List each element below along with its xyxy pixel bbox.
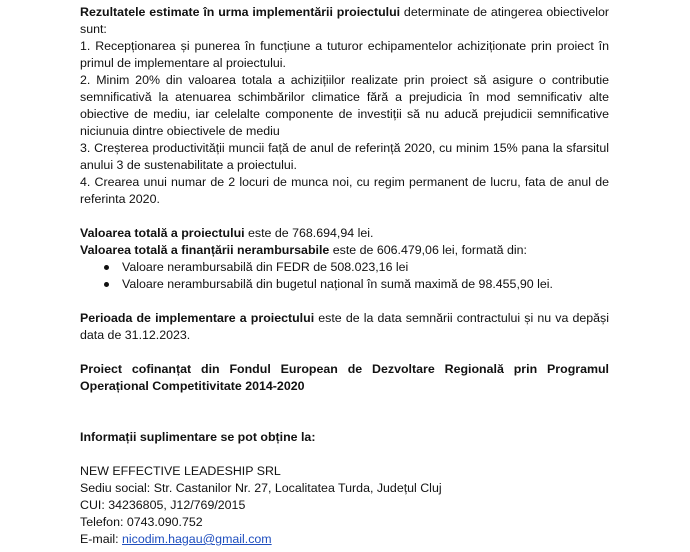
results-intro: determinate de atingerea obiectivelor sunt:	[80, 5, 610, 36]
period-text: este de la data semnării contractului și nu va depăși data de 31.12.2023.	[80, 311, 609, 342]
grant-breakdown-list	[80, 259, 609, 293]
email-label: E-mail:	[80, 532, 122, 546]
grant-bullet-national: Valoare nerambursabilă din bugetul național în sumă maximă de 98.455,90 lei.	[80, 276, 609, 293]
email-link[interactable]: nicodim.hagau@gmail.com	[122, 532, 272, 546]
grant-value-text: este de 606.479,06 lei, formată din:	[329, 243, 527, 257]
spacer	[80, 446, 609, 463]
spacer	[80, 293, 609, 310]
company-phone: Telefon: 0743.090.752	[80, 515, 203, 529]
results-paragraph	[80, 4, 609, 38]
contact-block	[80, 463, 609, 548]
period-label: Perioada de implementare a proiectului	[80, 311, 315, 325]
spacer	[80, 208, 609, 225]
total-value-text: este de 768.694,94 lei.	[244, 226, 374, 240]
result-item-3: 3. Creșterea productivității muncii față de anul de referință 2020, cu minim 15% pana la sfarsitul anului 3 de sustenabilitate a proiectului.	[80, 141, 609, 172]
document-body	[80, 4, 609, 548]
company-name: NEW EFFECTIVE LEADESHIP SRL	[80, 464, 281, 478]
total-value-line	[80, 225, 609, 242]
result-item-2: 2. Minim 20% din valoarea totala a achizițiilor realizate prin proiect să asigure o contributie semnificativă la atenuarea schimbărilor climatice fără a prejudicia în mod semnificativ alte obiective de mediu, iar celelalte componente de investiții să nu aducă prejudicii semnificative niciunuia dintre obiectivele de mediu	[80, 73, 609, 138]
spacer	[80, 412, 609, 429]
spacer	[80, 344, 609, 361]
grant-value-line	[80, 242, 609, 259]
company-ids: CUI: 34236805, J12/769/2015	[80, 498, 246, 512]
period-paragraph	[80, 310, 609, 344]
company-address: Sediu social: Str. Castanilor Nr. 27, Localitatea Turda, Județul Cluj	[80, 481, 442, 495]
result-item-4: 4. Crearea unui numar de 2 locuri de munca noi, cu regim permanent de lucru, fata de anul de referinta 2020.	[80, 175, 609, 206]
spacer	[80, 395, 609, 412]
grant-bullet-fedr: Valoare nerambursabilă din FEDR de 508.023,16 lei	[80, 259, 609, 276]
cofinance-statement: Proiect cofinanțat din Fondul European de Dezvoltare Regională prin Programul Operațional Competitivitate 2014-2020	[80, 362, 609, 393]
more-info-heading: Informații suplimentare se pot obține la:	[80, 430, 316, 444]
total-value-label: Valoarea totală a proiectului	[80, 226, 245, 240]
email-line	[80, 531, 609, 548]
results-heading: Rezultatele estimate în urma implementării proiectului	[80, 5, 401, 19]
result-item-1: 1. Recepționarea și punerea în funcțiune a tuturor echipamentelor achiziționate prin proiect în primul de implementare al proiectului.	[80, 39, 609, 70]
grant-value-label: Valoarea totală a finanțării nerambursabile	[80, 243, 330, 257]
